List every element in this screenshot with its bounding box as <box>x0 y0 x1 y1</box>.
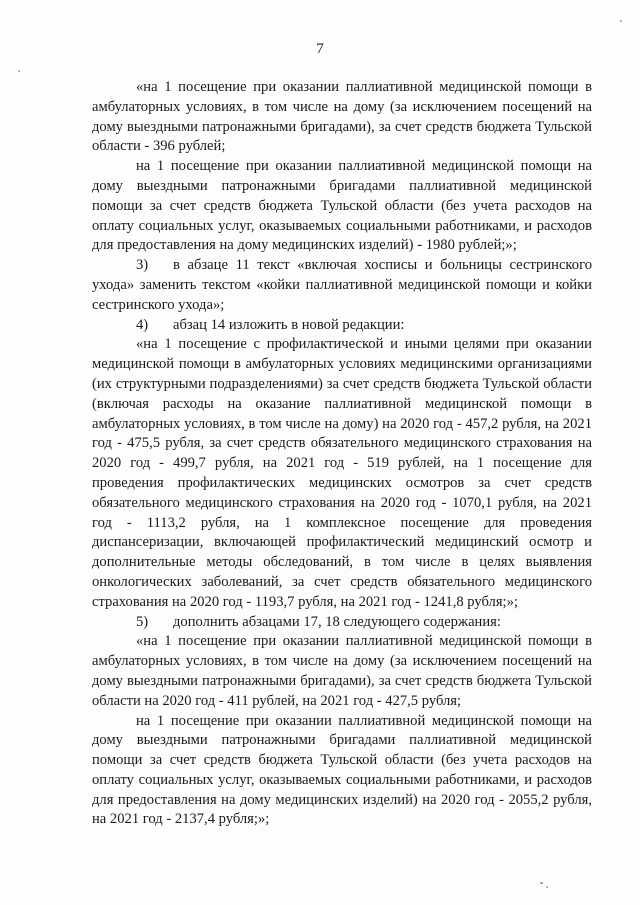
item-number: 5) <box>136 613 149 630</box>
numbered-item <box>92 256 592 315</box>
item-text: в абзаце 11 текст «включая хосписы и больницы сестринского ухода» заменить текстом «койки паллиативной медицинской помощи и койки сестринского ухода»; <box>92 257 592 313</box>
scan-speck <box>18 70 20 72</box>
item-text: абзац 14 изложить в новой редакции: <box>173 316 405 333</box>
numbered-item <box>92 613 592 633</box>
scan-speck <box>546 886 548 888</box>
item-text: дополнить абзацами 17, 18 следующего содержания: <box>173 613 501 630</box>
paragraph: «на 1 посещение с профилактической и иными целями при оказании медицинской помощи в амбулаторных условиях медицинскими организациями (их структурными подразделениями) за счет средств бюджета Тульской области (включая расходы на оказание паллиативной медицинской помощи в амбулаторных условиях, в том числе на дому) на 2020 год - 457,2 рубля, на 2021 год - 475,5 рубля, за счет средств обязательного медицинского страхования на 2020 год - 499,7 рубля, на 2021 год - 519 рублей, на 1 посещение для проведения профилактических медицинских осмотров за счет средств обязательного медицинского страхования на 2020 год - 1070,1 рубля, на 2021 год - 1113,2 рубля, на 1 комплексное посещение для проведения диспансеризации, включающей профилактический медицинский осмотр и дополнительные методы обследований, в том числе в целях выявления онкологических заболеваний, за счет средств обязательного медицинского страхования на 2020 год - 1193,7 рубля, на 2021 год - 1241,8 рубля;»; <box>92 336 592 610</box>
numbered-item <box>92 316 592 336</box>
scan-speck <box>620 20 622 22</box>
item-number: 4) <box>136 316 149 333</box>
paragraph: «на 1 посещение при оказании паллиативной медицинской помощи в амбулаторных условиях, в том числе на дому (за исключением посещений на дому выездными патронажными бригадами), за счет средств бюджета Тульской области на 2020 год - 411 рублей, на 2021 год - 427,5 рубля; <box>92 633 592 709</box>
scan-speck <box>540 882 543 884</box>
item-number: 3) <box>136 257 149 274</box>
paragraph: «на 1 посещение при оказании паллиативной медицинской помощи в амбулаторных условиях, в том числе на дому (за исключением посещений на дому выездными патронажными бригадами), за счет средств бюджета Тульской области - 396 рублей; <box>92 79 592 155</box>
paragraph: на 1 посещение при оказании паллиативной медицинской помощи на дому выездными патронажными бригадами паллиативной медицинской помощи за счет средств бюджета Тульской области (без учета расходов на оплату социальных услуг, оказываемых социальными работниками, и расходов для предоставления на дому медицинских изделий) на 2020 год - 2055,2 рубля, на 2021 год - 2137,4 рубля;»; <box>92 712 592 828</box>
document-body <box>92 78 592 830</box>
page-number: 7 <box>316 41 324 57</box>
paragraph: на 1 посещение при оказании паллиативной медицинской помощи на дому выездными патронажными бригадами паллиативной медицинской помощи за счет средств бюджета Тульской области (без учета расходов на оплату социальных услуг, оказываемых социальными работниками, и расходов для предоставления на дому медицинских изделий) - 1980 рублей;»; <box>92 158 592 254</box>
